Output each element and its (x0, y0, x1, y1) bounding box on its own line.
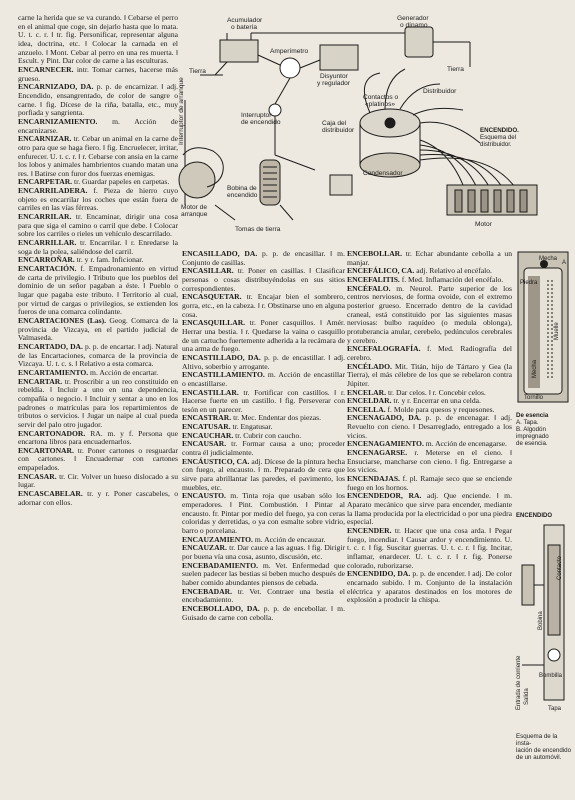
entry: ENCASTILLADO, DA. p. p. de encastillar. ‖ adj. Altivo, soberbio y arrogante. (182, 352, 345, 371)
label-acumulador: Acumulador (227, 17, 263, 24)
entry: ENCAUCHAR. tr. Cubrir con caucho. (182, 430, 302, 440)
ignition-caption-line3: de un automóvil. (516, 754, 562, 761)
label-tierra-right: Tierra (447, 66, 464, 73)
entry: ENCÉFALO. m. Neurol. Parte superior de los centros nerviosos, de forma ovoide, con el extremo posterior grueso. Encerrado dentro de la cavidad craneal, está constituido por las siguientes masas nerviosas: bulbo raquídeo (o medula oblonga), protuberancia anular, cerebelo, pedúnculos cerebrales y cerebro. (347, 283, 512, 345)
ignition-caption-line1: Esquema de la insta- (516, 733, 558, 747)
label-mecha-bottom: Mecha (532, 359, 538, 378)
label-contactos-1: Contactos o (363, 94, 399, 101)
entry: ENCEBOLLADO, DA. p. p. de encebollar. ‖ m. Guisado de carne con cebolla. (182, 603, 345, 622)
label-bobina-1: Bobina de (227, 185, 257, 192)
entry: carne la herida que se va curando. ‖ Cebarse el perro en el animal que coge, sin dejarlo hasta que lo mata. U. t. c. r. ‖ tr. fig. Personificar, representar alguna idea, doctrina, etc. ‖ Colocar la carnada en el anzuelo. ‖ Mont. Cebar al perro en una res muerta. ‖ Escult. y Pint. Dar color de carne a las esculturas. (18, 14, 178, 66)
label-interruptor-encendido-2: de encendido (241, 119, 281, 126)
lighter-caption (516, 412, 572, 447)
diagram-caption-title: ENCENDIDO. (480, 127, 519, 134)
entry: ENCASAR. tr. Cir. Volver un hueso dislocado a su lugar. (18, 471, 178, 490)
ignition-caption-line2: lación de encendido (516, 747, 572, 754)
entry: ENCARNECER. intr. Tomar carnes, hacerse más grueso. (18, 64, 178, 83)
ignition-installation-caption (516, 733, 572, 761)
entry: ENCEFÁLICO, CA. adj. Relativo al encéfalo. (347, 266, 492, 276)
label-bobina: Bobina (538, 611, 544, 630)
label-tomas-tierra: Tomas de tierra (235, 226, 281, 233)
label-caja-2: distribuidor (322, 127, 355, 134)
entry: ENCARNIZAMIENTO. m. Acción de encarnizarse. (18, 116, 178, 135)
entry: ENCARTACIONES (Las). Geog. Comarca de la provincia de Vizcaya, en el partido judicial de Valmaseda. (18, 315, 178, 343)
label-interruptor-encendido-1: Interruptor (241, 112, 272, 119)
label-mecha-top: Mecha (539, 256, 558, 262)
entry: ENCASQUETAR. tr. Encajar bien el sombrero, gorra, etc., en la cabeza. ‖ r. Obstinarse uno en alguna cosa. (182, 292, 345, 319)
column-1 (18, 14, 178, 790)
lighter-illustration (514, 250, 572, 450)
entry: ENCARNIZADO, DA. p. p. de encarnizar. ‖ adj. Encendido, ensangrentado, de color de sangre o carne. ‖ fig. Dícese de la riña, batalla, etc., muy porfiada y sangrienta. (18, 82, 178, 118)
label-bombilla: Bombilla (539, 673, 563, 679)
ignition-diagram (175, 5, 570, 245)
entry: ENCARTADO, DA. p. p. de encartar. ‖ adj. Natural de las Encartaciones, comarca de la provincia de Vizcaya. U. t. c. s. ‖ Relativo a esta comarca. (18, 341, 178, 369)
lighter-drawing (514, 250, 572, 410)
entry: ENCAUSAR. tr. Formar causa a uno; proceder contra él judicialmente. (182, 439, 345, 458)
label-y-regulador: y regulador (317, 80, 350, 87)
label-distribuidor: Distribuidor (423, 88, 457, 95)
lighter-caption-title: De esencia (516, 412, 549, 419)
label-o-bateria: o batería (231, 24, 258, 31)
ammeter-shape (280, 58, 300, 78)
entry: ENCAUZAMIENTO. m. Acción de encauzar. (182, 534, 326, 544)
lighter-caption-c: de esencia. (516, 440, 548, 447)
entry: ENCARTACIÓN. f. Empadronamiento en virtud de carta de privilegio. ‖ Tributo que los pueblos del dominio de un señor pagaban a éste. ‖ Pueblo o lugar que pagaba este tributo. ‖ Territorio al cual, por virtud de cargas o privilegios, se extienden los fueros de una comarca colindante. (18, 264, 178, 317)
entry: ENCARROÑAR. tr. y r. fam. Inficionar. (18, 255, 144, 265)
label-motor: Motor (475, 221, 492, 228)
regulator-shape (320, 45, 358, 70)
lighter-caption-b: B. Algodón impregnado (516, 426, 549, 440)
entry: ENCASTILLAR. tr. Fortificar con castillos. ‖ r. Hacerse fuerte en un castillo. ‖ fig. Perseverar con tesón en un parecer. (182, 387, 345, 414)
entry: ENCASILLAR. tr. Poner en casillas. ‖ Clasificar personas o cosas distribuyéndolas en sus sitios correspondientes. (182, 266, 345, 293)
label-caja-1: Caja del (322, 120, 347, 127)
label-tierra-left: Tierra (189, 68, 206, 75)
label-interruptor-arranque: Interruptor de arranque (178, 77, 185, 145)
entry: ENCARRILLAR. tr. Encarrilar. ‖ r. Enredarse la soga de la polea, saliéndose del carril. (18, 238, 178, 256)
diagram-caption-line2: distribuidor. (480, 141, 512, 148)
entry: ENCAUSTO. m. Tinta roja que usaban sólo los emperadores. ‖ Pint. Combustión. ‖ Pintar al encausto. fr. Pintar por medio del fuego, ya con ceras coloridas y derretidas, o ya con esmalte sobre vidrio, barro o porcelana. (182, 491, 345, 535)
label-contactos-2: «platinos» (365, 101, 396, 108)
entry: ENCAUZAR. tr. Dar cauce a las aguas. ‖ fig. Dirigir por buena vía una cosa, asunto, discusión, etc. (182, 543, 345, 561)
entry: ENCÁUSTICO, CA. adj. Dícese de la pintura hecha con fuego, al encausto. ‖ m. Preparado de cera que sirve para abrillantar las paredes, el pavimento, los muebles, etc. (182, 456, 345, 492)
entry: ENCEBADAMIENTO. m. Vet. Enfermedad que suelen padecer las bestias si beben mucho después de haber comido abundantes piensos de cebada. (182, 560, 345, 587)
entry: ENCÉLADO. Mit. Titán, hijo de Tártaro y Gea (la Tierra), el más célebre de los que se rebelaron contra Júpiter. (347, 361, 512, 388)
label-amperimetro: Amperímetro (270, 48, 309, 55)
entry: ENCEFALITIS. f. Med. Inflamación del encéfalo. (347, 274, 504, 284)
entry: ENCASTILLAMIENTO. m. Acción de encastillar o encastillarse. (182, 370, 345, 388)
entry: ENCENAGAMIENTO. m. Acción de encenagarse. (347, 439, 507, 449)
entry: ENCARNIZAR. tr. Cebar un animal en la carne de otro para que se haga fiero. ‖ fig. Encruelecer, irritar, enfurecer. U. t. c. r. ‖ r. Cebarse con ansia en la carne los lobos y animales hambrientos cuando matan una res. ‖ Batirse con furor dos fuerzas enemigas. (18, 134, 178, 178)
entry: ENCENAGARSE. r. Meterse en el cieno. ‖ Ensuciarse, mancharse con cieno. ‖ fig. Entregarse a los vicios. (347, 448, 512, 475)
entry: ENCASTRAR. tr. Mec. Endentar dos piezas. (182, 413, 321, 423)
label-tapa: Tapa (548, 706, 562, 712)
generator-shape (405, 27, 433, 57)
column-2 (182, 250, 345, 795)
label-encendido-title: ENCENDIDO (516, 513, 553, 519)
label-piedra: Piedra (520, 280, 538, 286)
diagram-caption (480, 127, 519, 148)
entry: ENCEBADAR. tr. Vet. Contraer una bestia el encebadamiento. (182, 586, 345, 605)
condenser-shape (330, 175, 352, 195)
label-motor-arranque-1: Motor de (181, 204, 208, 211)
label-motor-arranque-2: arranque (181, 211, 208, 218)
entry: ENCEBOLLAR. tr. Echar abundante cebolla a un manjar. (347, 250, 512, 267)
label-generador: Generador (397, 15, 429, 22)
label-condensador: Condensador (363, 170, 403, 177)
entry: ENCARTAMIENTO. m. Acción de encartar. (18, 367, 159, 377)
ignition-installation-drawing (514, 505, 572, 720)
label-o-dinamo: o dínamo (400, 22, 428, 29)
entry: ENCARTONAR. tr. Poner cartones o resguardar con cartones. ‖ Encuadernar con cartones empapelados. (18, 445, 178, 473)
ignition-installation-illustration (514, 505, 572, 795)
label-entrada: Entrada de corriente (516, 655, 522, 710)
entry: ENCENAGADO, DA. p. p. de encenagar. ‖ adj. Revuelto con cieno. ‖ Desarreglado, entregado a los vicios. (347, 413, 512, 440)
label-muelle: Muelle (554, 322, 560, 340)
lighter-caption-a: A. Tapa. (516, 419, 539, 426)
column-3 (347, 250, 512, 795)
entry: ENCARRILAR. tr. Encaminar, dirigir una cosa para que siga el camino o carril que debe. ‖ Colocar sobre los carriles o rieles un vehículo descarrilado. (18, 212, 178, 239)
entry: ENCEFALOGRAFÍA. f. Med. Radiografía del cerebro. (347, 344, 512, 362)
entry: ENCARTONADOR. RA. m. y f. Persona que encartona libros para encuadernarlos. (18, 428, 178, 447)
entry: ENCARPETAR. tr. Guardar papeles en carpetas. (18, 177, 170, 187)
entry: ENCATUSAR. tr. Engatusar. (182, 422, 273, 432)
label-bobina-2: encendido (227, 192, 258, 199)
entry: ENCENDIDO, DA. p. p. de encender. ‖ adj. De color encarnado subido. ‖ m. Conjunto de la instalación eléctrica y aparatos destinados en los motores de explosión a producir la chispa. (347, 569, 512, 605)
entry: ENCASCABELAR. tr. y r. Poner cascabeles, o adornar con ellos. (18, 489, 178, 507)
entry: ENCENDER. tr. Hacer que una cosa arda. ‖ Pegar fuego, incendiar. ‖ Causar ardor y encendimiento. U. t. c. r. ‖ fig. Suscitar guerras. U. t. c. r. ‖ fig. Incitar, inflamar, enardecer. U. t. c. r. ‖ r. fig. Ponerse colorado, ruborizarse. (347, 526, 512, 570)
label-salida: Salida (524, 688, 530, 705)
label-tornillo: Tornillo (524, 395, 544, 401)
entry: ENCENDAJAS. f. pl. Ramaje seco que se enciende fuego en los hornos. (347, 474, 512, 492)
ignition-diagram-drawing (175, 5, 570, 245)
diagram-caption-line1: Esquema del (480, 134, 517, 141)
starter-motor-shape (179, 162, 215, 198)
entry: ENCARRILADERA. f. Pieza de hierro cuyo objeto es encarrilar los coches que están fuera de carriles en las vías férreas. (18, 186, 178, 213)
label-contacto: Contacto (557, 555, 563, 580)
entry: ENCASQUILLAR. tr. Poner casquillos. ‖ Amér. Herrar una bestia. ‖ r. Quedarse la vaina o casquillo de un cartucho fuertemente adherida a la recámara de una arma de fuego. (182, 318, 345, 354)
entry: ENCELAR. tr. Dar celos. ‖ r. Concebir celos. (347, 387, 486, 397)
entry: ENCASILLADO, DA. p. p. de encasillar. ‖ m. Conjunto de casillas. (182, 250, 345, 267)
entry: ENCARTAR. tr. Proscribir a un reo constituido en rebeldía. ‖ Incluir a uno en una dependencia, compañía o negocio. ‖ Incluir y sentar a uno en los padrones o matrículas para los repartimientos de tributos o servicios. ‖ Jugar un naipe al cual pueda servir del palo otro jugador. (18, 376, 178, 429)
entry: ENCELDAR. tr. y r. Encerrar en una celda. (347, 396, 481, 406)
entry: ENCENDEDOR, RA. adj. Que enciende. ‖ m. Aparato mecánico que sirve para encender, mediante la llama producida por la electricidad o por una piedra especial. (347, 491, 512, 527)
entry: ENCELLA. f. Molde para quesos y requesones. (347, 404, 495, 414)
label-disyuntor: Disyuntor (320, 73, 348, 80)
battery-shape (220, 40, 258, 62)
label-a: A (562, 260, 567, 266)
